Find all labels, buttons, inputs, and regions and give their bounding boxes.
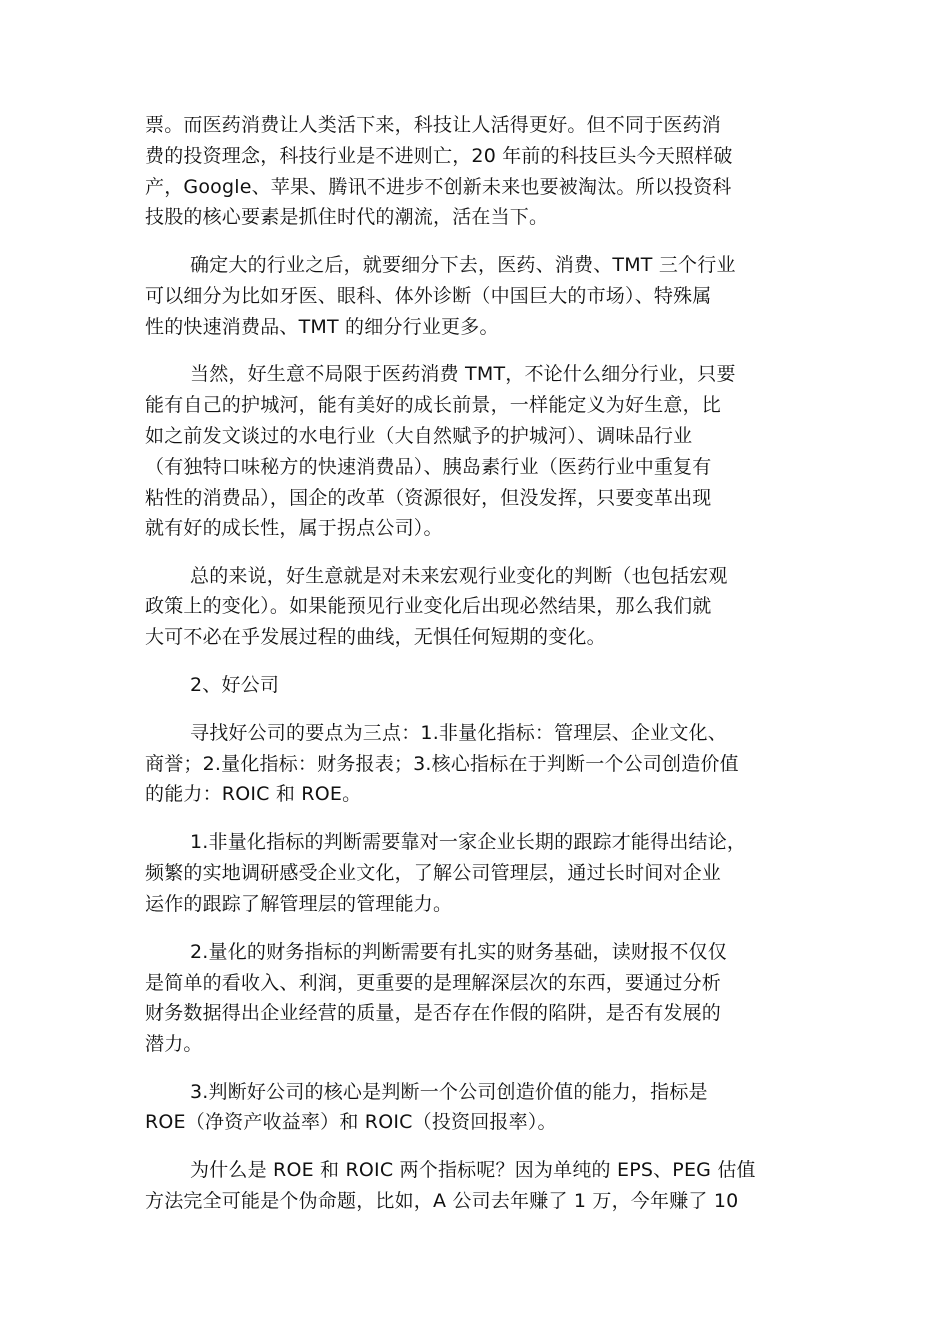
text-line: 性的快速消费品、TMT 的细分行业更多。 xyxy=(145,316,499,338)
text-line: 当然，好生意不局限于医药消费 TMT，不论什么细分行业，只要 xyxy=(190,363,736,385)
section-heading: 2、好公司 xyxy=(190,674,280,696)
text-line: 的能力：ROIC 和 ROE。 xyxy=(145,783,362,805)
text-line: 粘性的消费品），国企的改革（资源很好，但没发挥，只要变革出现 xyxy=(145,487,712,509)
text-line: 运作的跟踪了解管理层的管理能力。 xyxy=(145,893,453,915)
text-line: 政策上的变化）。如果能预见行业变化后出现必然结果，那么我们就 xyxy=(145,595,712,617)
text-line: 方法完全可能是个伪命题，比如，A 公司去年赚了 1 万，今年赚了 10 xyxy=(145,1190,739,1212)
text-line: 为什么是 ROE 和 ROIC 两个指标呢？因为单纯的 EPS、PEG 估值 xyxy=(190,1159,756,1181)
text-line: 大可不必在乎发展过程的曲线，无惧任何短期的变化。 xyxy=(145,626,606,648)
text-line: 财务数据得出企业经营的质量，是否存在作假的陷阱，是否有发展的 xyxy=(145,1002,722,1024)
text-line: 2.量化的财务指标的判断需要有扎实的财务基础，读财报不仅仅 xyxy=(190,941,727,963)
text-line: 票。而医药消费让人类活下来，科技让人活得更好。但不同于医药消 xyxy=(145,114,722,136)
text-line: 商誉；2.量化指标：财务报表；3.核心指标在于判断一个公司创造价值 xyxy=(145,753,739,775)
text-line: 1.非量化指标的判断需要靠对一家企业长期的跟踪才能得出结论， xyxy=(190,831,747,853)
text-line: 频繁的实地调研感受企业文化，了解公司管理层，通过长时间对企业 xyxy=(145,862,722,884)
text-line: 是简单的看收入、利润，更重要的是理解深层次的东西，要通过分析 xyxy=(145,972,722,994)
text-line: 寻找好公司的要点为三点：1.非量化指标：管理层、企业文化、 xyxy=(190,722,727,744)
text-line: 能有自己的护城河，能有美好的成长前景，一样能定义为好生意，比 xyxy=(145,394,722,416)
text-line: ROE（净资产收益率）和 ROIC（投资回报率）。 xyxy=(145,1111,557,1133)
text-line: 确定大的行业之后，就要细分下去，医药、消费、TMT 三个行业 xyxy=(190,254,736,276)
text-line: 可以细分为比如牙医、眼科、体外诊断（中国巨大的市场）、特殊属 xyxy=(145,285,712,307)
text-line: 3.判断好公司的核心是判断一个公司创造价值的能力，指标是 xyxy=(190,1081,708,1103)
text-line: 潜力。 xyxy=(145,1033,203,1055)
text-line: 技股的核心要素是抓住时代的潮流，活在当下。 xyxy=(145,206,549,228)
text-line: 费的投资理念，科技行业是不进则亡，20 年前的科技巨头今天照样破 xyxy=(145,145,733,167)
text-line: 如之前发文谈过的水电行业（大自然赋予的护城河）、调味品行业 xyxy=(145,425,693,447)
text-line: 总的来说，好生意就是对未来宏观行业变化的判断（也包括宏观 xyxy=(190,565,728,587)
text-line: 就有好的成长性，属于拐点公司）。 xyxy=(145,517,443,539)
text-line: （有独特口味秘方的快速消费品）、胰岛素行业（医药行业中重复有 xyxy=(145,456,712,478)
text-line: 产，Google、苹果、腾讯不进步不创新未来也要被淘汰。所以投资科 xyxy=(145,176,732,198)
